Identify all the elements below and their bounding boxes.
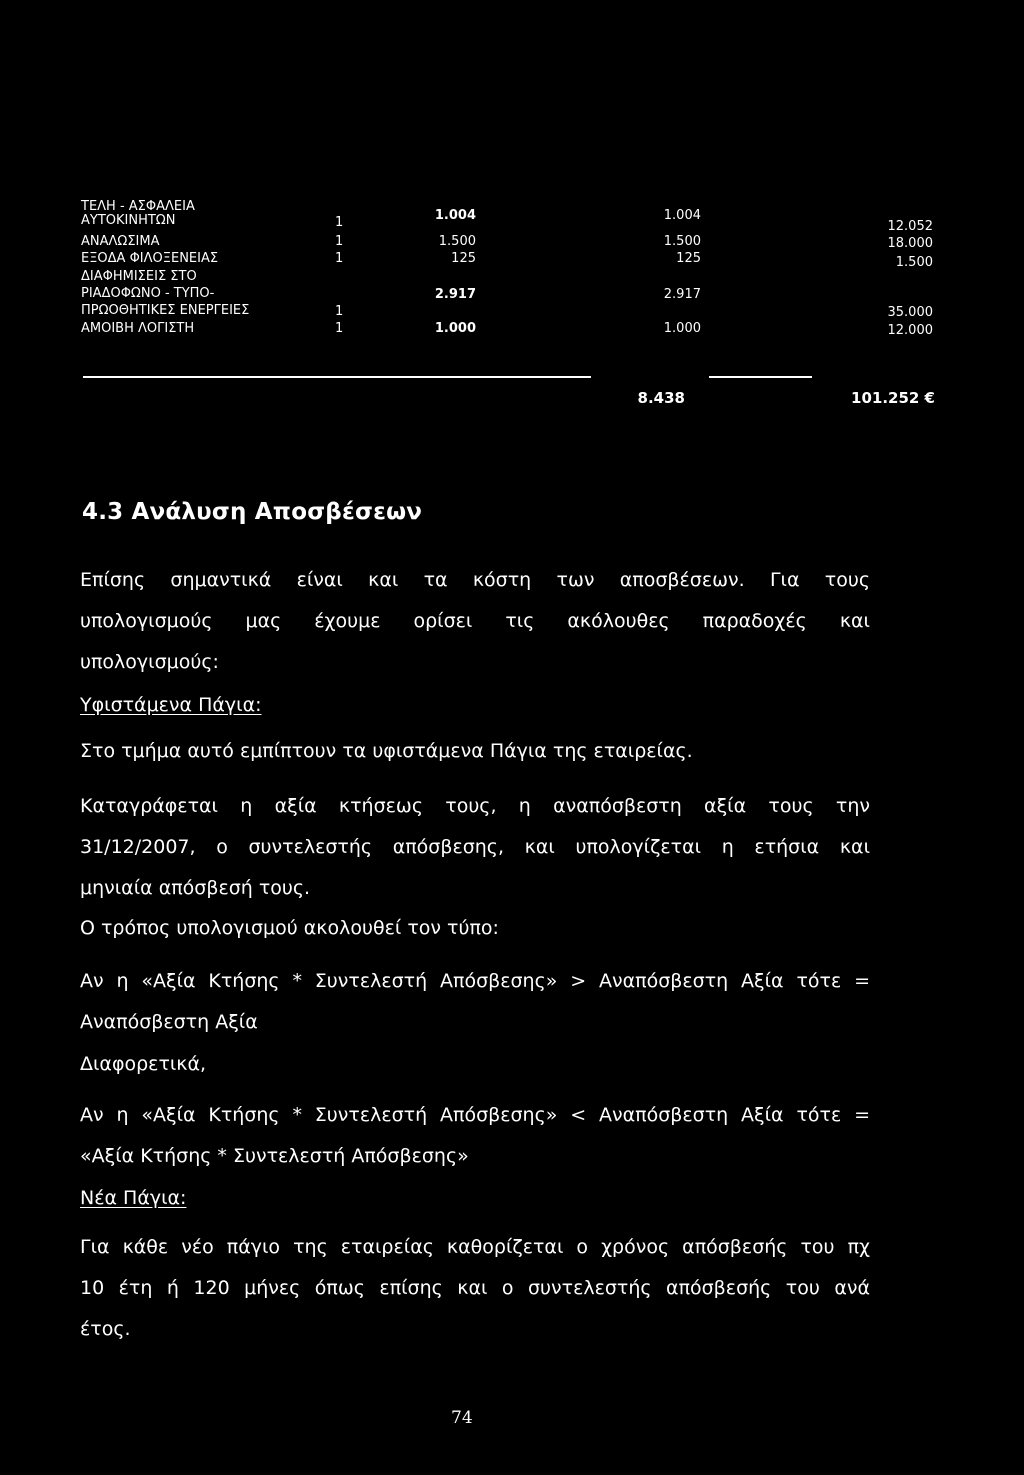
- paragraph-new-assets: [80, 1227, 870, 1350]
- row-monthly-2: 2.917: [663, 287, 701, 302]
- section-heading: 4.3 Ανάλυση Αποσβέσεων: [82, 499, 423, 525]
- text-line: Για κάθε νέο πάγιο της εταιρείας καθορίζεται ο χρόνος απόσβεσής του πχ: [80, 1236, 870, 1258]
- row-label: [81, 270, 249, 318]
- paragraph-otherwise: Διαφορετικά,: [80, 1053, 207, 1075]
- text-line: υπολογισμούς:: [80, 651, 219, 673]
- text-line: Αν η «Αξία Κτήσης * Συντελεστή Απόσβεσης» < Αναπόσβεστη Αξία τότε =: [80, 1104, 870, 1126]
- total-annual: 101.252 €: [851, 389, 935, 407]
- subheading-new-assets: Νέα Πάγια:: [80, 1187, 187, 1209]
- page-number: 74: [451, 1408, 473, 1428]
- paragraph-formula-1: [80, 961, 870, 1043]
- row-qty: 1: [335, 251, 344, 266]
- total-rule-left: [83, 376, 591, 378]
- row-label: ΑΜΟΙΒΗ ΛΟΓΙΣΤΗ: [81, 321, 195, 336]
- row-monthly: 2.917: [434, 287, 476, 302]
- row-label-line: ΡΙΑΔΟΦΩΝΟ - ΤΥΠΟ-: [81, 286, 215, 301]
- row-annual: 1.500: [895, 255, 933, 270]
- text-line: 10 έτη ή 120 μήνες όπως επίσης και ο συντελεστής απόσβεσής του ανά: [80, 1277, 870, 1299]
- row-label-line: ΔΙΑΦΗΜΙΣΕΙΣ ΣΤΟ: [81, 269, 197, 284]
- row-label-line: ΤΕΛΗ - ΑΣΦΑΛΕΙΑ: [81, 199, 195, 214]
- row-annual: 18.000: [887, 236, 933, 251]
- paragraph-formula-2: [80, 1095, 870, 1177]
- text-line: Επίσης σημαντικά είναι και τα κόστη των αποσβέσεων. Για τους: [80, 569, 870, 591]
- row-monthly-2: 125: [676, 251, 701, 266]
- row-label: [81, 200, 195, 228]
- text-line: «Αξία Κτήσης * Συντελεστή Απόσβεσης»: [80, 1145, 469, 1167]
- text-line: 31/12/2007, ο συντελεστής απόσβεσης, και υπολογίζεται η ετήσια και: [80, 836, 870, 858]
- row-monthly-2: 1.000: [663, 321, 701, 336]
- row-monthly-2: 1.004: [663, 208, 701, 223]
- row-label-line: ΑΥΤΟΚΙΝΗΤΩΝ: [81, 213, 176, 228]
- text-line: έτος.: [80, 1318, 131, 1340]
- row-monthly: 1.004: [434, 208, 476, 223]
- row-monthly: 1.500: [438, 234, 476, 249]
- row-annual: 12.052: [887, 219, 933, 234]
- text-line: υπολογισμούς μας έχουμε ορίσει τις ακόλουθες παραδοχές και: [80, 610, 870, 632]
- text-line: Αναπόσβεστη Αξία: [80, 1011, 258, 1033]
- paragraph-recording: [80, 786, 870, 909]
- paragraph-existing-assets: Στο τμήμα αυτό εμπίπτουν τα υφιστάμενα Πάγια της εταιρείας.: [80, 740, 693, 762]
- row-qty: 1: [335, 215, 344, 230]
- row-label: ΕΞΟΔΑ ΦΙΛΟΞΕΝΕΙΑΣ: [81, 251, 219, 266]
- row-annual: 35.000: [887, 305, 933, 320]
- text-line: Αν η «Αξία Κτήσης * Συντελεστή Απόσβεσης» > Αναπόσβεστη Αξία τότε =: [80, 970, 870, 992]
- text-line: Καταγράφεται η αξία κτήσεως τους, η αναπόσβεστη αξία τους την: [80, 795, 870, 817]
- intro-paragraph: [80, 560, 870, 683]
- subheading-existing-assets: Υφιστάμενα Πάγια:: [80, 694, 262, 716]
- row-label: ΑΝΑΛΩΣΙΜΑ: [81, 234, 160, 249]
- row-qty: 1: [335, 234, 344, 249]
- row-monthly-2: 1.500: [663, 234, 701, 249]
- row-qty: 1: [335, 321, 344, 336]
- row-annual: 12.000: [887, 323, 933, 338]
- total-monthly: 8.438: [637, 389, 685, 407]
- paragraph-formula-intro: Ο τρόπος υπολογισμού ακολουθεί τον τύπο:: [80, 917, 499, 939]
- row-monthly: 125: [451, 251, 476, 266]
- row-label-line: ΠΡΩΟΘΗΤΙΚΕΣ ΕΝΕΡΓΕΙΕΣ: [81, 303, 250, 318]
- row-qty: 1: [335, 304, 344, 319]
- row-monthly: 1.000: [434, 321, 476, 336]
- total-rule-right: [709, 376, 812, 378]
- text-line: μηνιαία απόσβεσή τους.: [80, 877, 311, 899]
